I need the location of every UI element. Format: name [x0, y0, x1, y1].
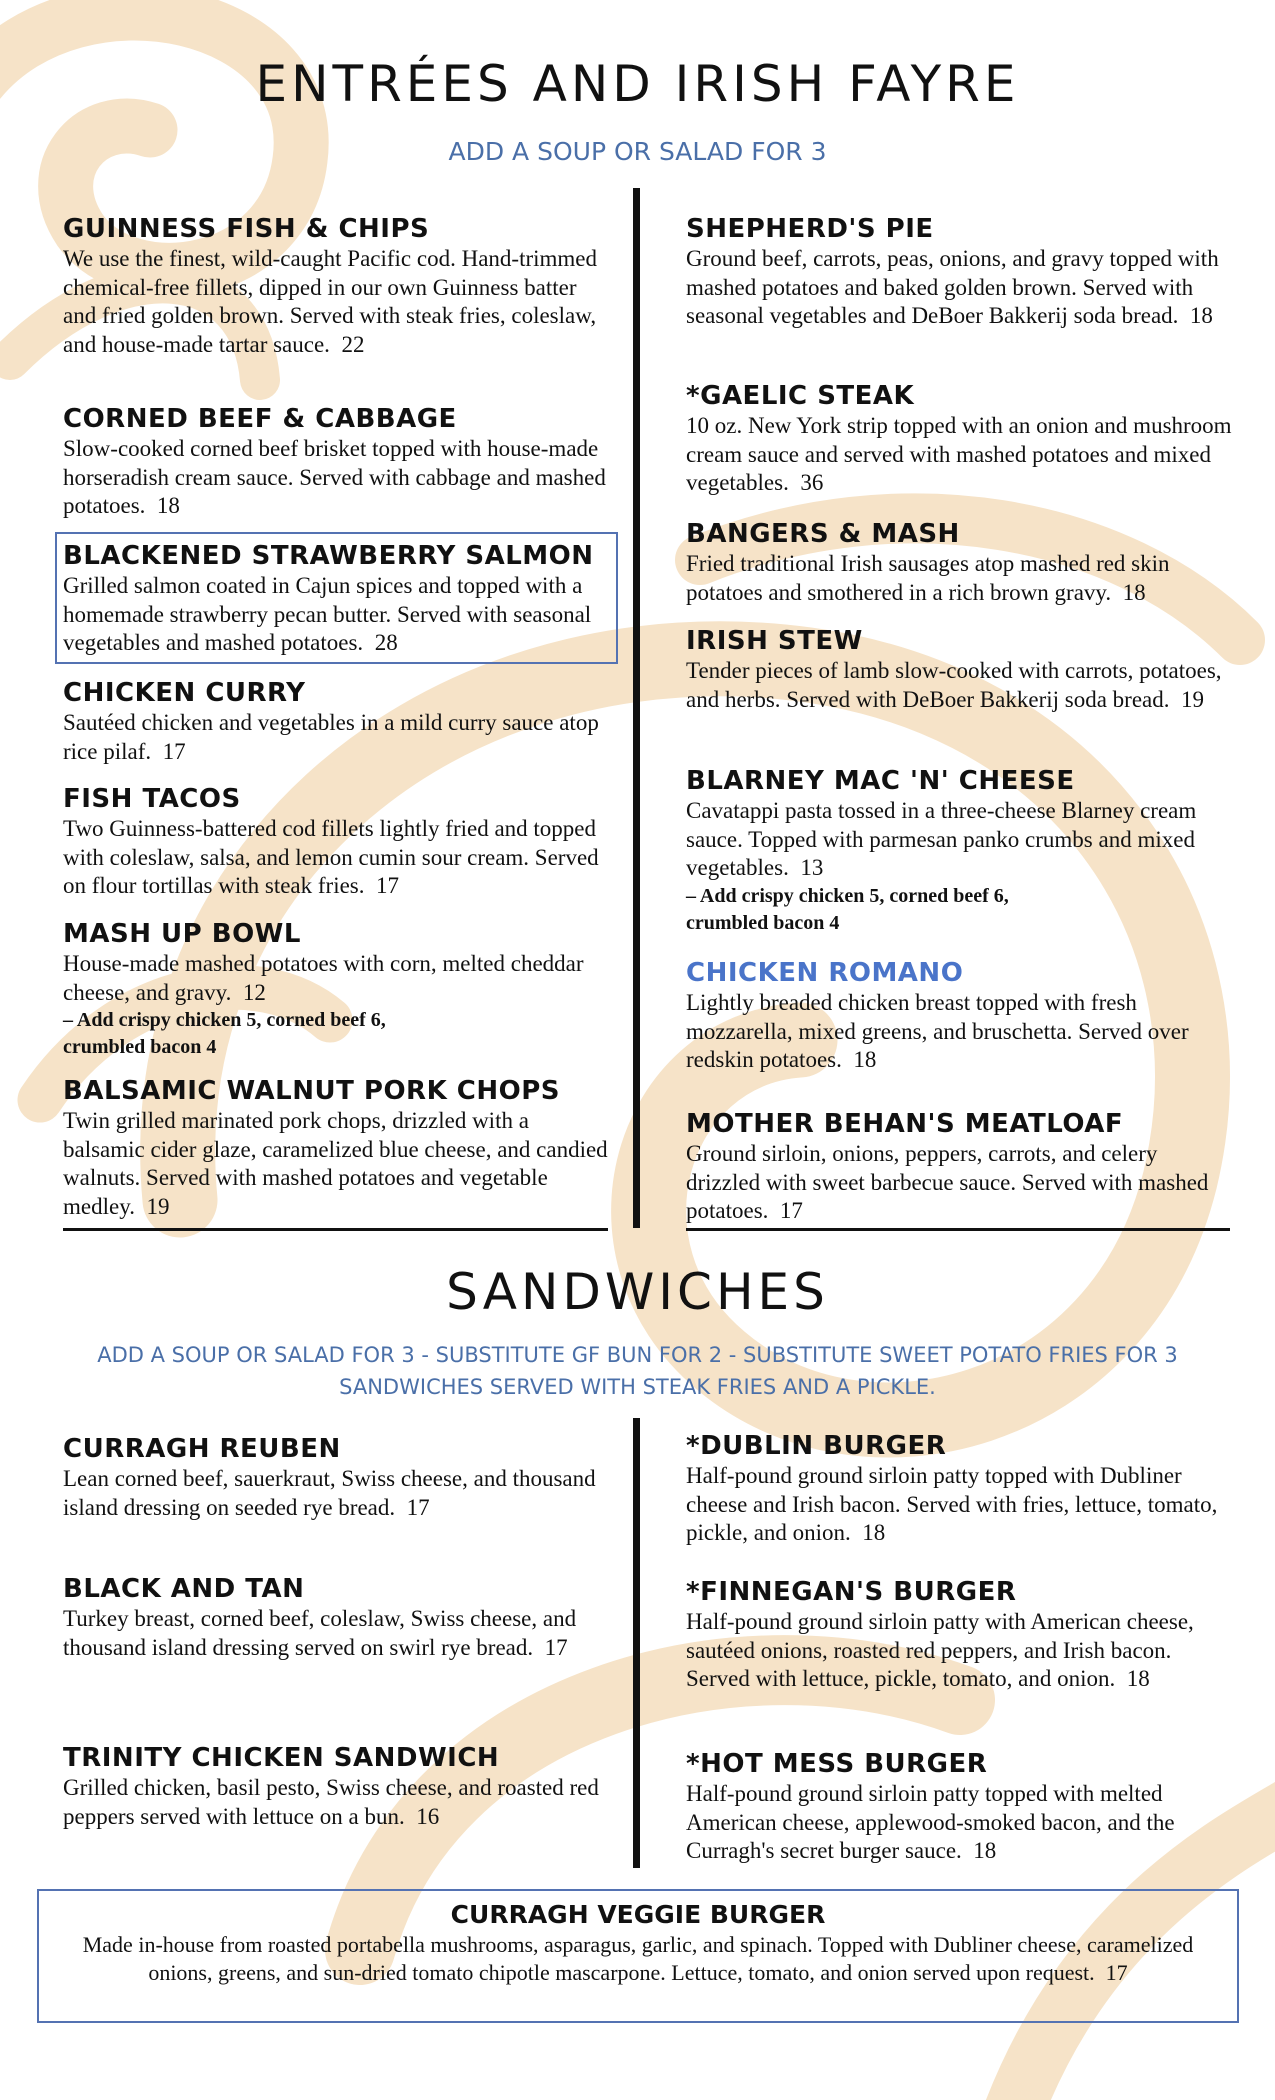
item-description: Tender pieces of lamb slow-cooked with carrots, potatoes, and herbs. Served with DeBoer Bakkerij soda bread. [686, 658, 1222, 712]
item-name: BLARNEY MAC 'N' CHEESE [686, 766, 1075, 796]
menu-item [686, 765, 1234, 937]
item-name: MOTHER BEHAN'S MEATLOAF [686, 1109, 1124, 1139]
menu-item [686, 518, 1234, 607]
menu-item [63, 213, 615, 359]
item-name: MASH UP BOWL [63, 919, 301, 949]
item-description: Grilled salmon coated in Cajun spices and topped with a homemade strawberry pecan butter. Served with seasonal vegetables and mashed potatoes. [63, 573, 592, 655]
sandwiches-subtitle-line: ADD A SOUP OR SALAD FOR 3 - SUBSTITUTE GF BUN FOR 2 - SUBSTITUTE SWEET POTATO FRIES FOR 3 [97, 1343, 1178, 1367]
item-description: Sautéed chicken and vegetables in a mild curry sauce atop rice pilaf. [63, 710, 599, 764]
item-name: CHICKEN CURRY [63, 678, 306, 708]
item-description: Lightly breaded chicken breast topped with fresh mozzarella, mixed greens, and bruschetta. Served over redskin potatoes. [686, 990, 1189, 1072]
item-name: IRISH STEW [686, 626, 863, 656]
item-price: 18 [1189, 303, 1213, 328]
sandwiches-title: SANDWICHES [446, 1263, 829, 1321]
item-price: 18 [973, 1838, 997, 1863]
sandwiches-right-column [686, 1430, 1234, 1870]
item-name: BLACKENED STRAWBERRY SALMON [63, 541, 594, 571]
item-description: Half-pound ground sirloin patty topped with Dubliner cheese and Irish bacon. Served with fries, lettuce, tomato, pickle, and onion. [686, 1463, 1218, 1545]
item-name: BLACK AND TAN [63, 1574, 305, 1604]
sandwiches-left-column [63, 1433, 603, 1873]
item-description: We use the finest, wild-caught Pacific cod. Hand-trimmed chemical-free fillets, dipped in our own Guinness batter and fried golden brown. Served with steak fries, coleslaw, and house-made tartar sauce. [63, 246, 598, 357]
menu-item [63, 783, 615, 901]
item-description: Cavatappi pasta tossed in a three-cheese Blarney cream sauce. Topped with parmesan panko crumbs and mixed vegetables. [686, 798, 1197, 880]
item-price: 28 [374, 630, 398, 655]
item-addon: – Add crispy chicken 5, corned beef 6, crumbled bacon 4 [686, 884, 1009, 934]
item-name: CORNED BEEF & CABBAGE [63, 404, 457, 434]
item-addon: – Add crispy chicken 5, corned beef 6, crumbled bacon 4 [63, 1009, 386, 1058]
entrees-subtitle: ADD A SOUP OR SALAD FOR 3 [448, 137, 827, 166]
item-description: Twin grilled marinated pork chops, drizzled with a balsamic cider glaze, caramelized blue cheese, and candied walnuts. Served with mashed potatoes and vegetable medley. [63, 1108, 608, 1219]
item-description: Made in-house from roasted portabella mushrooms, asparagus, garlic, and spinach. Topped with Dubliner cheese, caramelized onions, greens, and sun-dried tomato chipotle mascarpone. Lettuce, tomato, and onion served upon request. [82, 1932, 1194, 1985]
item-name: BALSAMIC WALNUT PORK CHOPS [63, 1076, 560, 1106]
entrees-right-column [686, 210, 1234, 1230]
item-price: 13 [800, 855, 824, 880]
item-name: *DUBLIN BURGER [686, 1431, 947, 1461]
item-price: 36 [800, 470, 824, 495]
item-price: 17 [779, 1198, 803, 1223]
menu-item [63, 918, 615, 1061]
featured-item-box [55, 532, 618, 664]
item-price: 19 [146, 1193, 170, 1219]
item-description: Ground sirloin, onions, peppers, carrots, and celery drizzled with sweet barbecue sauce. Served with mashed potatoes. [686, 1141, 1209, 1223]
item-name: BANGERS & MASH [686, 519, 960, 549]
item-name: GUINNESS FISH & CHIPS [63, 214, 430, 244]
item-description: Half-pound ground sirloin patty with American cheese, sautéed onions, roasted red peppers, and Irish bacon. Served with lettuce, pickle, tomato, and onion. [686, 1609, 1194, 1691]
menu-item [63, 403, 615, 521]
item-price: 17 [406, 1494, 430, 1520]
item-price: 18 [853, 1047, 877, 1072]
item-price: 18 [1122, 579, 1146, 605]
menu-item [63, 1573, 603, 1662]
entrees-left-column [63, 210, 615, 1230]
item-price: 16 [416, 1803, 440, 1829]
menu-item [686, 380, 1234, 498]
menu-item [686, 625, 1234, 714]
item-description: Turkey breast, corned beef, coleslaw, Swiss cheese, and thousand island dressing served on swirl rye bread. [63, 1606, 577, 1660]
column-bottom-rule [63, 1228, 608, 1231]
menu-item [686, 1108, 1234, 1226]
item-price: 17 [544, 1634, 568, 1660]
item-price: 17 [376, 873, 399, 898]
menu-item [686, 1748, 1234, 1866]
sandwiches-subtitle-line: SANDWICHES SERVED WITH STEAK FRIES AND A PICKLE. [339, 1375, 936, 1399]
item-name: FISH TACOS [63, 784, 241, 814]
item-price: 12 [242, 979, 266, 1005]
item-description: Lean corned beef, sauerkraut, Swiss cheese, and thousand island dressing on seeded rye bread. [63, 1466, 596, 1520]
item-description: Grilled chicken, basil pesto, Swiss cheese, and roasted red peppers served with lettuce on a bun. [63, 1775, 599, 1829]
item-description: House-made mashed potatoes with corn, melted cheddar cheese, and gravy. [63, 951, 584, 1005]
menu-item [686, 1576, 1234, 1694]
sandwiches-subtitle [40, 1339, 1235, 1403]
item-name: *GAELIC STEAK [686, 381, 915, 411]
item-price: 22 [341, 331, 365, 357]
menu-item [686, 213, 1234, 331]
menu-item [63, 677, 615, 766]
item-name: SHEPHERD'S PIE [686, 214, 934, 244]
item-description: Fried traditional Irish sausages atop mashed red skin potatoes and smothered in a rich brown gravy. [686, 551, 1170, 605]
item-description: 10 oz. New York strip topped with an onion and mushroom cream sauce and served with mashed potatoes and mixed vegetables. [686, 413, 1232, 495]
item-price: 17 [162, 738, 186, 764]
menu-item [63, 1433, 603, 1522]
featured-veggie-burger-box [37, 1889, 1239, 2023]
menu-item [686, 1430, 1234, 1548]
column-divider [633, 188, 640, 1228]
item-price: 17 [1105, 1960, 1128, 1985]
item-description: Half-pound ground sirloin patty topped with melted American cheese, applewood-smoked bacon, and the Curragh's secret burger sauce. [686, 1781, 1175, 1863]
item-name: TRINITY CHICKEN SANDWICH [63, 1743, 500, 1773]
item-description: Two Guinness-battered cod fillets lightly fried and topped with coleslaw, salsa, and lemon cumin sour cream. Served on flour tortillas with steak fries. [63, 816, 599, 898]
menu-item [63, 1742, 603, 1831]
item-description: Ground beef, carrots, peas, onions, and gravy topped with mashed potatoes and baked golden brown. Served with seasonal vegetables and DeBoer Bakkerij soda bread. [686, 246, 1219, 328]
item-price: 19 [1181, 686, 1204, 712]
item-name: CURRAGH VEGGIE BURGER [450, 1900, 826, 1929]
entrees-title: ENTRÉES AND IRISH FAYRE [255, 55, 1020, 113]
item-price: 18 [156, 493, 180, 518]
item-name: CHICKEN ROMANO [686, 958, 964, 988]
column-bottom-rule [686, 1228, 1230, 1231]
menu-item [63, 1075, 615, 1221]
menu-item [686, 957, 1234, 1075]
column-divider [633, 1418, 640, 1868]
item-price: 18 [862, 1520, 886, 1545]
item-name: *HOT MESS BURGER [686, 1749, 988, 1779]
item-name: *FINNEGAN'S BURGER [686, 1577, 1017, 1607]
item-description: Slow-cooked corned beef brisket topped with house-made horseradish cream sauce. Served with cabbage and mashed potatoes. [63, 436, 606, 518]
item-name: CURRAGH REUBEN [63, 1434, 341, 1464]
item-price: 18 [1126, 1666, 1150, 1691]
